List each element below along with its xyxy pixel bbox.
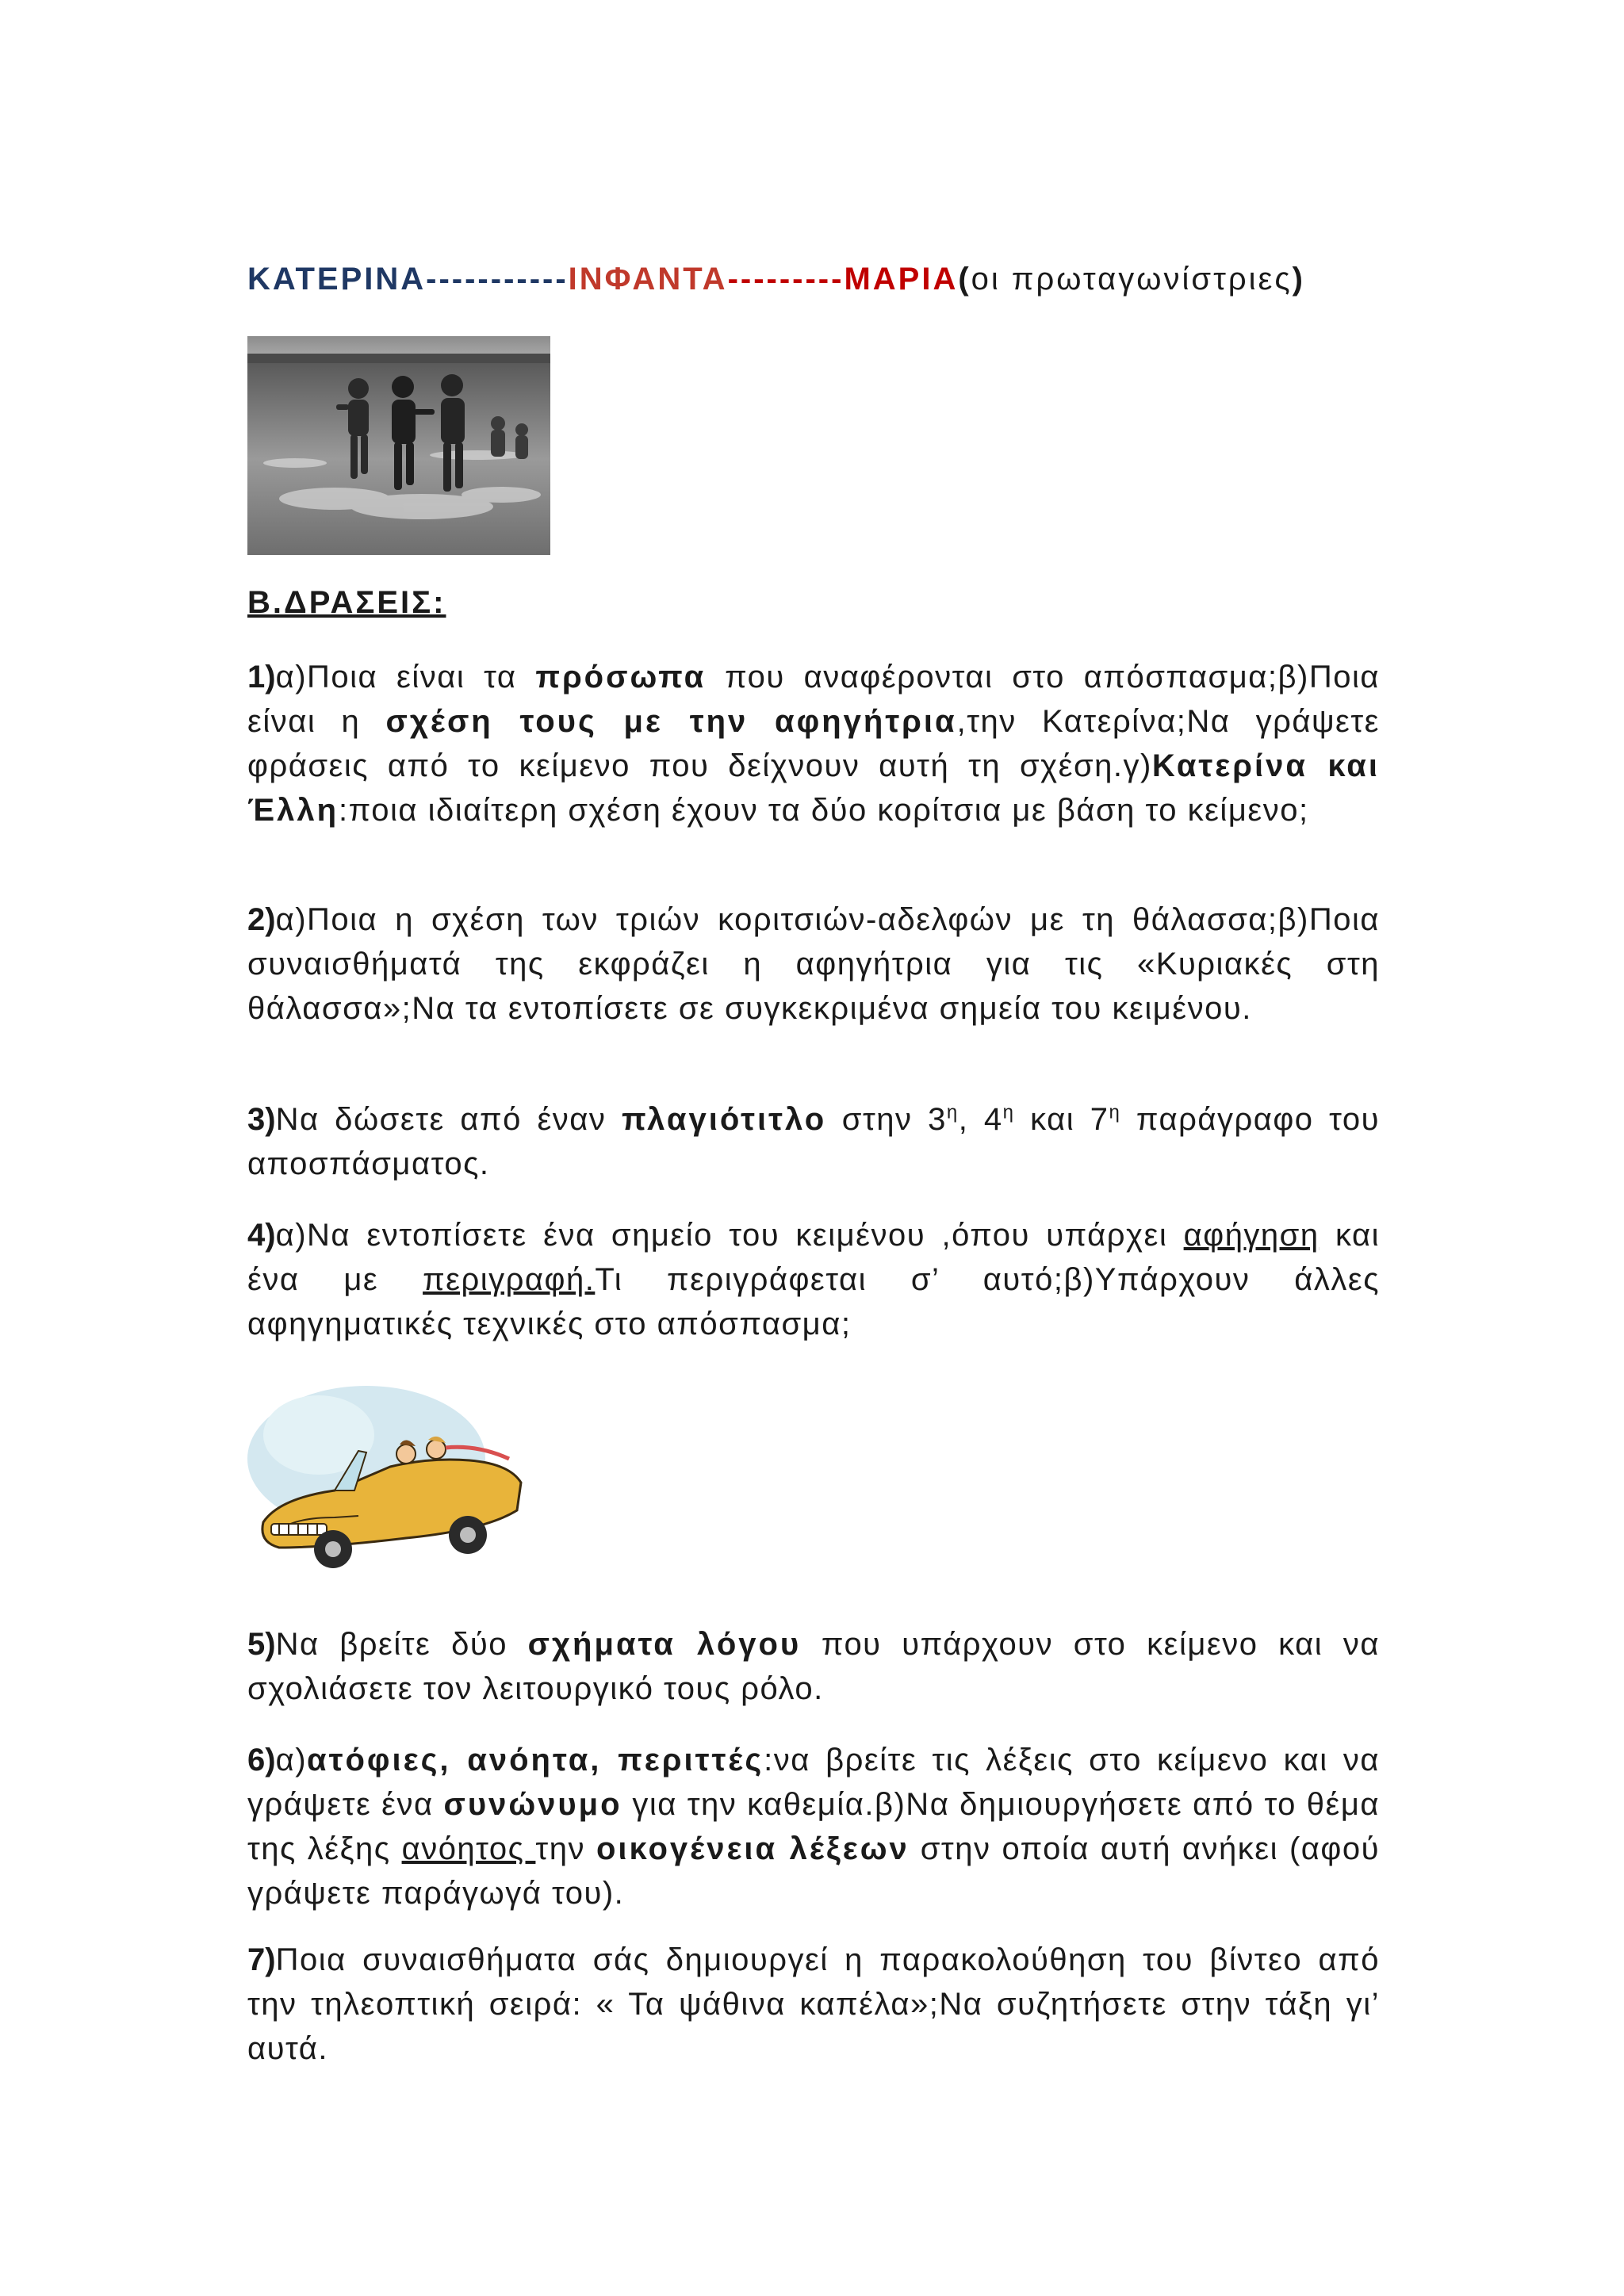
question-4-number: 4) — [247, 1218, 276, 1253]
q2-text: α)Ποια η σχέση των τριών κοριτσιών-αδελφών με τη θάλασσα;β)Ποια συναισθήματά της εκφράζει η αφηγήτρια για τις «Κυριακές στη θάλασσα»;Να τα εντοπίσετε σε συγκεκριμένα σημεία του κειμένου. — [247, 902, 1380, 1026]
q4-text-c: Τι περιγράφεται σ’ αυτό;β)Υπάρχουν άλλες αφηγηματικές τεχνικές στο απόσπασμα; — [247, 1262, 1381, 1341]
convertible-car-icon — [247, 1372, 534, 1601]
q1-text-a: α)Ποια είναι τα — [275, 660, 536, 695]
q1-bold-prosopa: πρόσωπα — [535, 660, 707, 695]
protagonists-title — [247, 262, 1305, 297]
question-7 — [247, 1938, 1380, 2071]
q6-bold-family: οικογένεια λέξεων — [596, 1831, 910, 1866]
question-2-number: 2) — [247, 902, 276, 937]
q1-text-c: που αναφέρονται στο απόσπασμα;β)Ποια είναι η — [247, 660, 1380, 739]
title-paren-close: ) — [1292, 262, 1305, 297]
question-7-number: 7) — [247, 1942, 276, 1977]
q5-text-a: Να βρείτε δύο — [275, 1627, 528, 1662]
q6-text-d: για την καθεμία.β)Να δημιουργήσετε από το θέμα της λέξης — [247, 1787, 1380, 1866]
question-6-number: 6) — [247, 1743, 276, 1777]
q6-underline-word: ανόητος — [401, 1831, 536, 1866]
q1-text-e: :ποια ιδιαίτερη σχέση έχουν τα δύο κορίτσια με βάση το κείμενο; — [339, 793, 1309, 828]
question-4 — [247, 1213, 1380, 1346]
q6-text-f: στην οποία αυτή ανήκει (αφού γράψετε παράγωγά του). — [247, 1831, 1380, 1911]
question-1 — [247, 655, 1380, 832]
q1-bold-names: Κατερίνα και Έλλη — [247, 748, 1380, 828]
q6-bold-synonym: συνώνυμο — [443, 1787, 622, 1822]
q3-text-c: στην 3 — [826, 1102, 947, 1137]
question-3 — [247, 1097, 1380, 1186]
q3-text-d: , 4 — [958, 1102, 1003, 1137]
question-5 — [247, 1622, 1380, 1711]
q1-text-d: ,την Κατερίνα;Να γράψετε φράσεις από το κείμενο που δείχνουν αυτή τη σχέση.γ) — [247, 704, 1380, 783]
q1-bold-relation: σχέση τους με την αφηγήτρια — [385, 704, 957, 739]
q4-underline-narration: αφήγηση — [1183, 1218, 1320, 1253]
q3-bold-subtitle: πλαγιότιτλο — [622, 1102, 827, 1137]
title-dash-1: ----------- — [426, 262, 569, 297]
question-5-number: 5) — [247, 1627, 276, 1662]
q5-text-c: που υπάρχουν στο κείμενο και να σχολιάσετε τον λειτουργικό τους ρόλο. — [247, 1627, 1380, 1706]
section-heading: Β.ΔΡΑΣΕΙΣ: — [247, 585, 446, 620]
q6-bold-words: ατόφιες, ανόητα, περιττές — [307, 1743, 764, 1777]
title-maria: ΜΑΡΙΑ — [844, 262, 959, 297]
question-1-number: 1) — [247, 660, 276, 695]
q3-sup-1: η — [946, 1101, 959, 1123]
q4-text-b: και ένα με — [247, 1218, 1380, 1297]
q6-text-e: την — [535, 1831, 596, 1866]
q3-text-f: παράγραφο του αποσπάσματος. — [247, 1102, 1380, 1181]
q6-text-c: :να βρείτε τις λέξεις στο κείμενο και να γράψετε ένα — [247, 1743, 1381, 1822]
question-6 — [247, 1738, 1380, 1915]
q4-text-a: α)Να εντοπίσετε ένα σημείο του κειμένου ,όπου υπάρχει — [275, 1218, 1184, 1253]
q5-bold-figures: σχήματα λόγου — [527, 1627, 802, 1662]
question-2 — [247, 897, 1380, 1031]
beach-photo-icon — [247, 336, 550, 555]
question-3-number: 3) — [247, 1102, 276, 1137]
q3-text-a: Να δώσετε από έναν — [275, 1102, 622, 1137]
q3-text-e: και 7 — [1014, 1102, 1109, 1137]
title-paren-open: ( — [958, 262, 971, 297]
title-katerina: ΚΑΤΕΡΙΝΑ — [247, 262, 427, 297]
title-rest: οι πρωταγωνίστριες — [971, 262, 1293, 297]
title-infanta: ΙΝΦΑΝΤΑ — [568, 262, 728, 297]
q3-sup-2: η — [1002, 1101, 1015, 1123]
q7-text: Ποια συναισθήματα σάς δημιουργεί η παρακολούθηση του βίντεο από την τηλεοπτική σειρά: « Τα ψάθινα καπέλα»;Να συζητήσετε στην τάξη γι’ αυτά. — [247, 1942, 1380, 2066]
q3-sup-3: η — [1109, 1101, 1121, 1123]
title-dash-2: --------- — [727, 262, 845, 297]
q6-text-a: α) — [275, 1743, 308, 1777]
q4-underline-description: περιγραφή. — [423, 1262, 596, 1297]
